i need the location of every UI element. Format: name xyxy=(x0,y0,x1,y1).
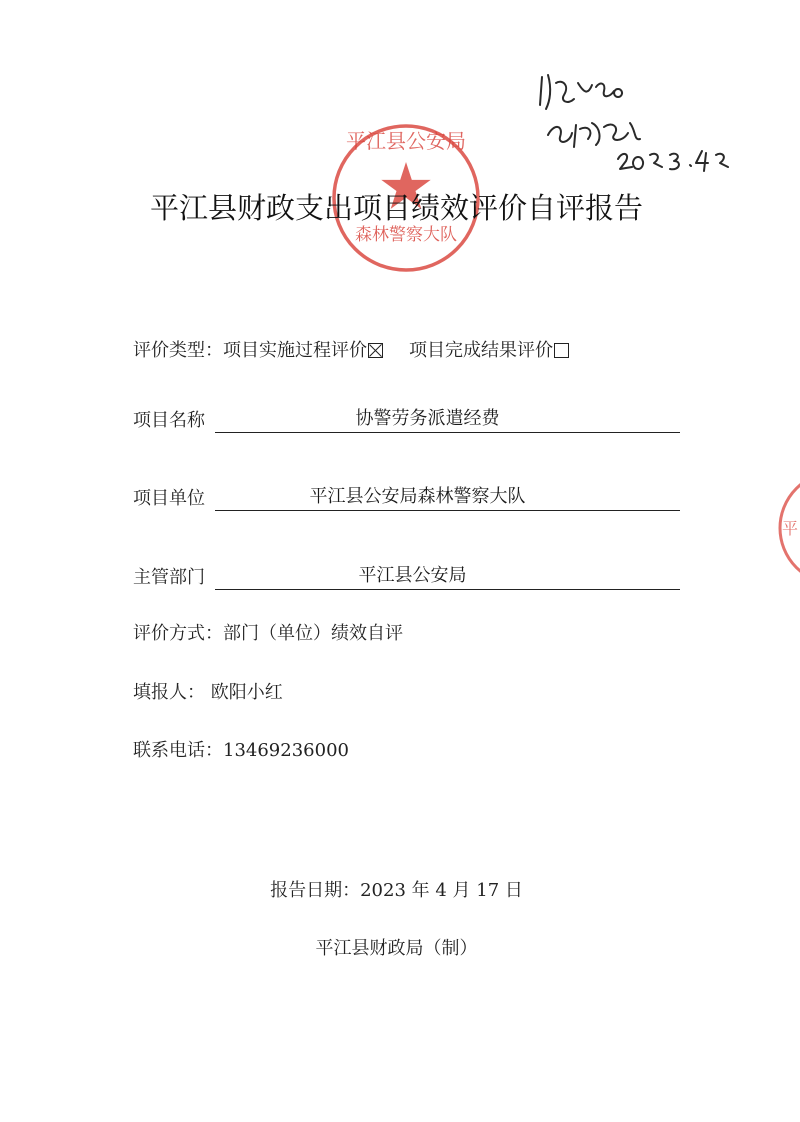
document-title: 平江县财政支出项目绩效评价自评报告 xyxy=(149,191,643,225)
handwritten-signature xyxy=(530,65,730,175)
seal-text-bottom: 森林警察大队 xyxy=(355,225,457,245)
project-unit-label: 项目单位 xyxy=(133,488,205,509)
svg-text:平: 平 xyxy=(782,519,799,538)
project-name-label: 项目名称 xyxy=(133,410,205,431)
project-unit-field xyxy=(215,486,680,511)
filler: 填报人： 欧阳小红 xyxy=(133,682,283,703)
project-name-field xyxy=(215,408,680,433)
option-process-evaluation-checkbox[interactable] xyxy=(368,343,383,358)
partial-seal xyxy=(760,468,800,588)
evaluation-method: 评价方式：部门（单位）绩效自评 xyxy=(133,623,403,644)
supervisor-value: 平江县公安局 xyxy=(358,565,467,586)
supervisor-label: 主管部门 xyxy=(133,567,205,588)
supervisor-field xyxy=(215,565,680,590)
evaluation-type-row xyxy=(133,340,569,362)
project-unit-value: 平江县公安局森林警察大队 xyxy=(309,486,526,507)
report-date: 报告日期：2023 年 4 月 17 日 xyxy=(270,880,523,901)
option-process-evaluation-label: 项目实施过程评价 xyxy=(223,340,367,361)
option-result-evaluation-checkbox[interactable] xyxy=(554,343,569,358)
option-result-evaluation-label: 项目完成结果评价 xyxy=(409,340,553,361)
project-name-value: 协警劳务派遣经费 xyxy=(355,408,500,429)
contact-phone: 联系电话：13469236000 xyxy=(133,740,349,761)
issuer: 平江县财政局（制） xyxy=(315,938,478,959)
seal-text-top: 平江县公安局 xyxy=(346,129,466,153)
evaluation-type-label: 评价类型： xyxy=(133,340,223,361)
